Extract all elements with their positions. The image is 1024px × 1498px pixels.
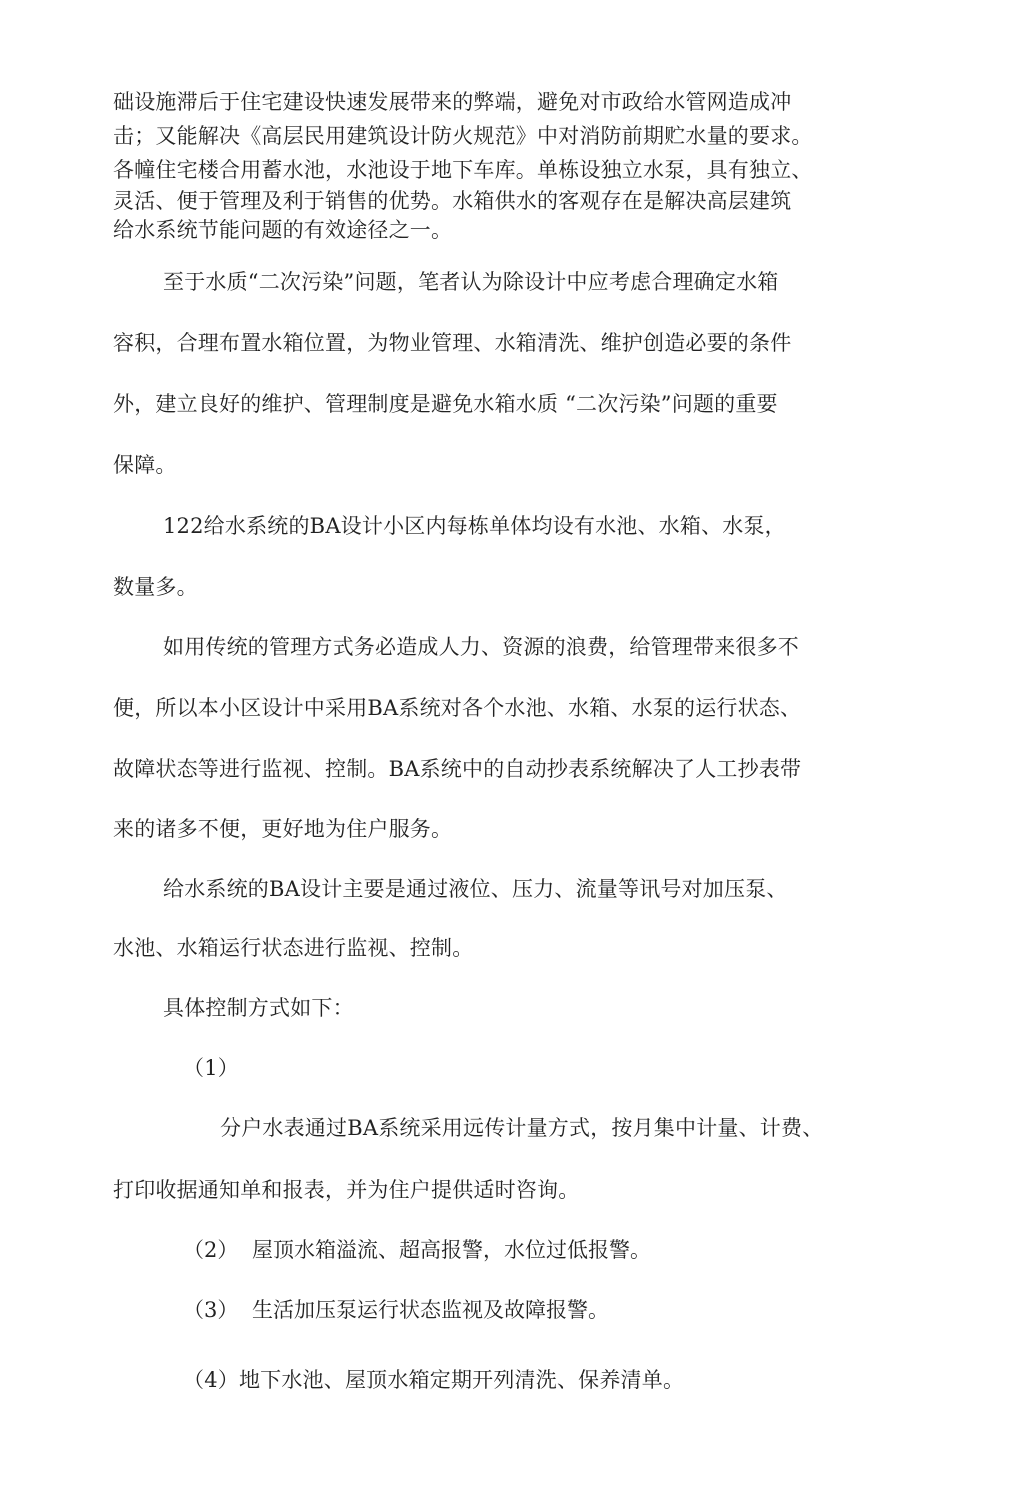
text-line: 如用传统的管理方式务必造成人力、资源的浪费，给管理带来很多不 [163,635,799,659]
text-line: 击；又能解决《高层民用建筑设计防火规范》中对消防前期贮水量的要求。 [113,124,813,148]
text-line: 122给水系统的BA设计小区内每栋单体均设有水池、水箱、水泵， [163,514,786,538]
text-line: 给水系统节能问题的有效途径之一。 [113,218,453,242]
text-line: 础设施滞后于住宅建设快速发展带来的弊端，避免对市政给水管网造成冲 [113,90,792,114]
text-line: 容积，合理布置水箱位置，为物业管理、水箱清洗、维护创造必要的条件 [113,331,792,355]
list-item-number: （1） [183,1056,239,1080]
text-line: 至于水质“二次污染”问题，笔者认为除设计中应考虑合理确定水箱 [163,270,779,294]
text-line: 故障状态等进行监视、控制。BA系统中的自动抄表系统解决了人工抄表带 [113,757,802,781]
text-line: 灵活、便于管理及利于销售的优势。水箱供水的客观存在是解决高层建筑 [113,189,792,213]
text-line: 分户水表通过BA系统采用远传计量方式，按月集中计量、计费、 [220,1116,824,1140]
text-line: 各幢住宅楼合用蓄水池，水池设于地下车库。单栋设独立水泵，具有独立、 [113,158,813,182]
text-line: 保障。 [113,453,177,477]
text-line: 水池、水箱运行状态进行监视、控制。 [113,936,474,960]
list-item-text: （4）地下水池、屋顶水箱定期开列清洗、保养清单。 [183,1368,685,1392]
list-item-text: 生活加压泵运行状态监视及故障报警。 [252,1298,609,1322]
list-item-number: （3） [183,1298,239,1322]
text-line: 给水系统的BA设计主要是通过液位、压力、流量等讯号对加压泵、 [163,877,788,901]
list-item-number: （2） [183,1238,239,1262]
text-line: 外，建立良好的维护、管理制度是避免水箱水质 “二次污染”问题的重要 [113,392,778,416]
text-line: 打印收据通知单和报表，并为住户提供适时咨询。 [113,1178,580,1202]
text-line: 来的诸多不便，更好地为住户服务。 [113,817,453,841]
text-line: 数量多。 [113,575,198,599]
text-line: 具体控制方式如下： [163,996,354,1020]
list-item-text: 屋顶水箱溢流、超高报警，水位过低报警。 [252,1238,651,1262]
text-line: 便，所以本小区设计中采用BA系统对各个水池、水箱、水泵的运行状态、 [113,696,802,720]
